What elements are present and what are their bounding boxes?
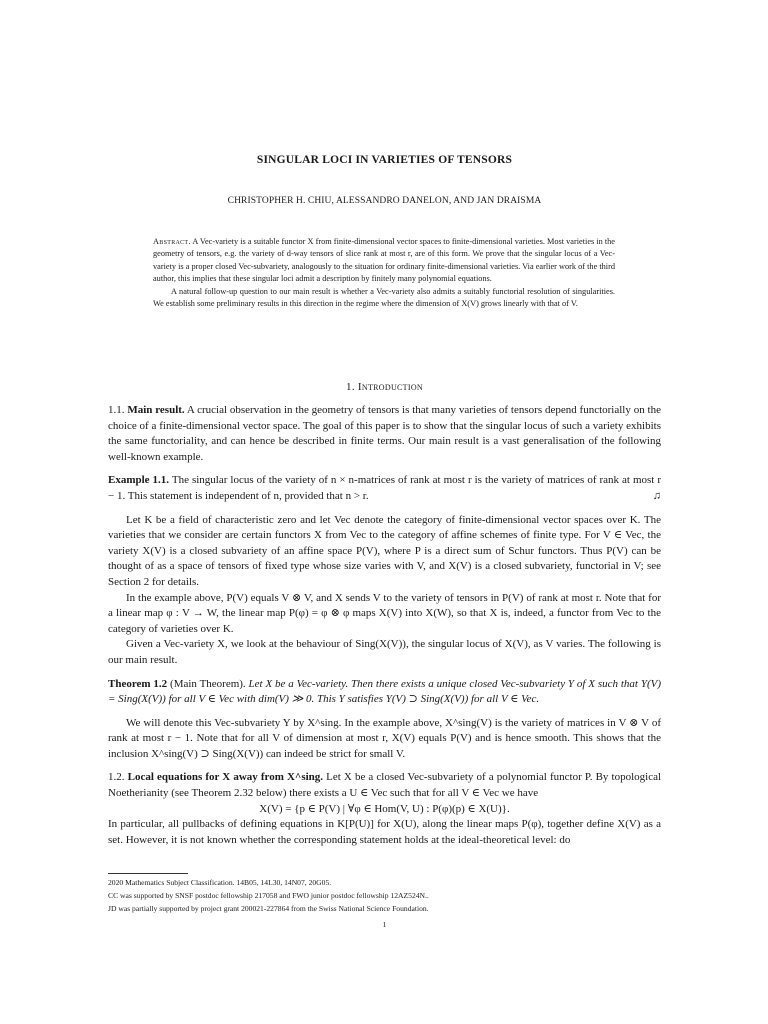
subsection-1-2 xyxy=(108,770,661,801)
paragraph-given: Given a Vec-variety X, we look at the behaviour of Sing(X(V)), the singular locus of X(V), as V varies. The following is our main result. xyxy=(108,638,661,666)
theorem-text: Let X be a Vec-variety. Then there exists a unique closed Vec-subvariety Y of X such that Y(V) = Sing(X(V)) for all V ∈ Vec with dim(V) ≫ 0. This Y satisfies Y(V) ⊃ Sing(X(V)) for all V ∈ Vec. xyxy=(108,677,661,706)
example-label: Example 1.1. xyxy=(108,474,170,487)
subsection-number: 1.2. xyxy=(108,771,125,784)
section-heading: 1. Introduction xyxy=(346,381,423,393)
theorem-label: Theorem 1.2 xyxy=(108,677,168,690)
paper-title: SINGULAR LOCI IN VARIETIES OF TENSORS xyxy=(256,154,513,166)
theorem-1-2 xyxy=(108,677,661,708)
subsection-title: Local equations for X away from X^sing. xyxy=(127,771,324,784)
abstract-text-1: A Vec-variety is a suitable functor X from finite-dimensional vector spaces to finite-dimensional varieties. Most varieties in the geometry of tensors, e.g. the variety of d-way tensors of slice rank at most r, are of this form. We prove that the singular locus of a Vec-variety is a proper closed Vec-subvariety, analogously to the situation for ordinary finite-dimensional varieties. Via earlier work of the third author, this implies that these singular loci admit a description by finitely many polynomial equations. xyxy=(153,237,615,284)
subsection-number: 1.1. xyxy=(108,404,125,416)
paragraph-vec-definition: Let K be a field of characteristic zero and let Vec denote the category of finite-dimensional vector spaces over K. The varieties that we consider are certain functors X from Vec to the category of affine schemes of finite type. For V ∈ Vec, the variety X(V) is a closed subvariety of an affine space P(V), where P is a direct sum of Schur functors. Thus P(V) can be thought of as a space of tensors of fixed type whose size varies with V, and X(V) is a closed subvariety, functorial in V; see Section 2 for details. xyxy=(108,513,661,588)
footnote-cc: CC was supported by SNSF postdoc fellowship 217058 and FWO junior postdoc fellowship 12AZ524N.. xyxy=(108,891,429,900)
abstract-paragraph-2: A natural follow-up question to our main result is whether a Vec-variety also admits a suitably functorial resolution of singularities. We establish some preliminary results in this direction in the regime where the dimension of X(V) grows linearly with that of V. xyxy=(153,286,615,309)
paragraph-in-particular: In particular, all pullbacks of defining equations in K[P(U)] for X(U), along the linear maps P(φ), together define X(V) as a set. However, it is not known whether the corresponding statement holds at the ideal-theoretical level: do xyxy=(108,818,661,846)
end-of-example-symbol: ♫ xyxy=(652,489,661,502)
footnotes xyxy=(108,876,661,915)
display-equation: X(V) = {p ∈ P(V) | ∀φ ∈ Hom(V, U) : P(φ)(p) ∈ X(U)}. xyxy=(259,802,510,815)
example-text: The singular locus of the variety of n × n-matrices of rank at most r is the variety of matrices of rank at most r − 1. This statement is independent of n, provided that n > r. xyxy=(108,474,661,502)
footnote-msc: 2020 Mathematics Subject Classification. 14B05, 14L30, 14N07, 20G05. xyxy=(108,878,332,887)
subsection-text: Let X be a closed Vec-subvariety of a polynomial functor P. By topological Noetherianity (see Theorem 2.32 below) there exists a U ∈ Vec such that for all V ∈ Vec we have xyxy=(108,771,662,800)
subsection-text: A crucial observation in the geometry of tensors is that many varieties of tensors depend functorially on the choice of a finite-dimensional vector space. The goal of this paper is to show that the singular locus of such a variety exhibits the same functoriality, and can hence be described in finite terms. Our main result is a vast generalisation of the following well-known example. xyxy=(108,404,661,463)
subsection-title: Main result. xyxy=(127,404,185,416)
footnote-jd: JD was partially supported by project grant 200021-227864 from the Swiss National Science Foundation. xyxy=(108,904,429,913)
paragraph-denote: We will denote this Vec-subvariety Y by X^sing. In the example above, X^sing(V) is the variety of matrices in V ⊗ V of rank at most r − 1. Note that for all V of dimension at most r, X(V) equals P(V) and is hence smooth. This shows that the inclusion X^sing(V) ⊃ Sing(X(V)) can indeed be strict for small V. xyxy=(108,716,661,760)
abstract xyxy=(153,236,615,310)
page-number: 1 xyxy=(382,920,387,929)
paper-authors: CHRISTOPHER H. CHIU, ALESSANDRO DANELON, AND JAN DRAISMA xyxy=(227,196,542,206)
footnote-rule xyxy=(108,873,188,874)
abstract-paragraph-1 xyxy=(153,236,615,286)
paragraph-example-above: In the example above, P(V) equals V ⊗ V, and X sends V to the variety of tensors in P(V) of rank at most r. Note that for a linear map φ : V → W, the linear map P(φ) = φ ⊗ φ maps X(V) into X(W), so that X is, indeed, a functor from Vec to the category of varieties over K. xyxy=(108,591,661,635)
body-text xyxy=(108,403,661,848)
subsection-1-1 xyxy=(108,403,661,465)
example-1-1 xyxy=(108,473,661,504)
theorem-name: (Main Theorem). xyxy=(170,677,246,690)
abstract-label: Abstract. xyxy=(153,237,191,246)
